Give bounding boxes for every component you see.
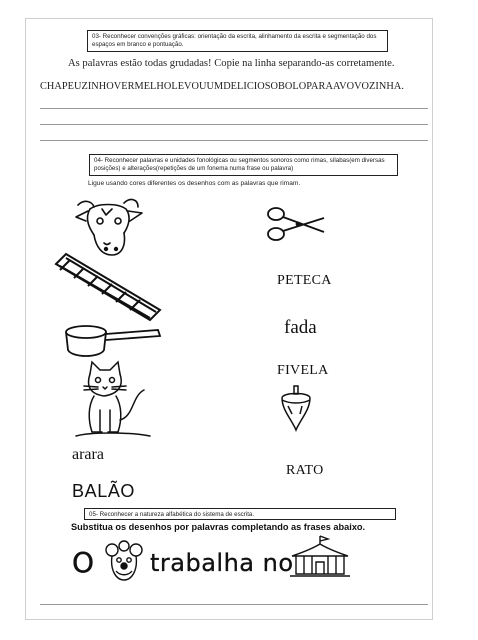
skill-box-03: 03- Reconhecer convenções gráficas: orientação da escrita, alinhamento da escrita e segmentação dos espaços em branco e pontuação. xyxy=(87,30,388,52)
circus-tent-icon[interactable] xyxy=(288,534,352,578)
sentence-start: O xyxy=(72,546,95,579)
skill-box-04: 04- Reconhecer palavras e unidades fonológicas ou segmentos sonoros como rimas, sílabas(em diversas posições) e alterações(repetições de um fonema numa frase ou palavra) xyxy=(89,154,398,176)
copy-line-3[interactable] xyxy=(40,140,428,141)
cow-head-icon[interactable] xyxy=(68,197,146,257)
joined-sentence: CHAPEUZINHOVERMELHOLEVOUUMDELICIOSOBOLOPARAAVOVOZINHA. xyxy=(40,81,404,92)
instruction-03: As palavras estão todas grudadas! Copie na linha separando-as corretamente. xyxy=(68,58,395,69)
instruction-04: Ligue usando cores diferentes os desenhos com as palavras que rimam. xyxy=(88,180,301,187)
word-balao: BALÃO xyxy=(72,481,136,501)
word-fada: fada xyxy=(284,317,317,338)
word-fivela: FIVELA xyxy=(277,363,329,378)
skill-box-05: 05- Reconhecer a natureza alfabética do sistema de escrita. xyxy=(84,508,396,520)
word-arara: arara xyxy=(72,446,104,463)
word-peteca: PETECA xyxy=(277,273,332,288)
scissors-icon[interactable] xyxy=(264,204,328,244)
answer-line[interactable] xyxy=(40,604,428,605)
word-rato: RATO xyxy=(286,463,324,478)
ladder-icon[interactable] xyxy=(52,252,164,324)
cat-icon[interactable] xyxy=(70,360,152,440)
saucepan-icon[interactable] xyxy=(62,320,162,360)
copy-line-2[interactable] xyxy=(40,124,428,125)
sentence-middle: trabalha no xyxy=(150,549,294,577)
instruction-05: Substitua os desenhos por palavras completando as frases abaixo. xyxy=(71,522,366,532)
clown-face-icon[interactable] xyxy=(104,540,144,584)
copy-line-1[interactable] xyxy=(40,108,428,109)
spinning-top-icon[interactable] xyxy=(276,384,316,434)
